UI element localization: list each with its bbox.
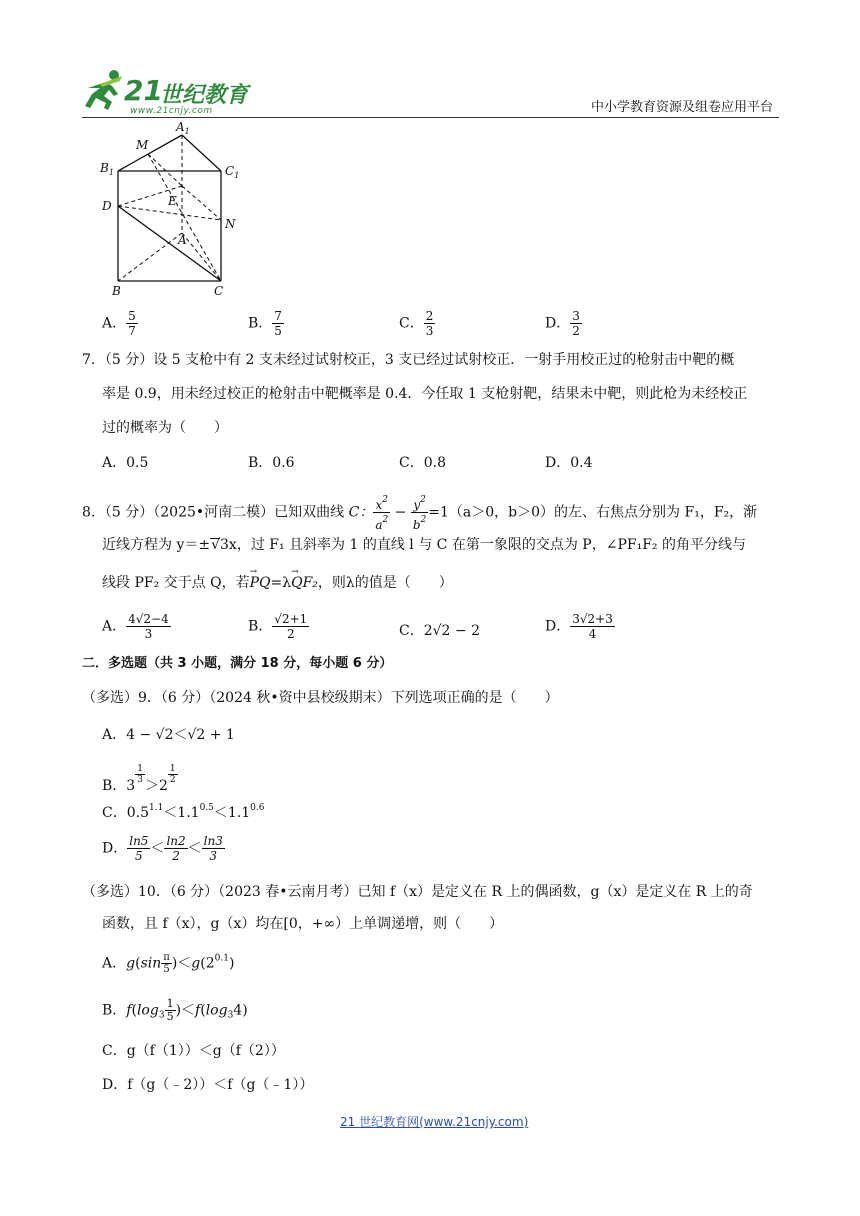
q8-line-1: 8．（5 分）（2025•河南二模）已知双曲线 C： $\frac{x^2}{a^2}$ − $\frac{y^2}{b^2}$ =1（a＞0，b＞0）的左、右焦点分别为 F₁，F₂，渐 (82, 495, 758, 532)
q10-option-b[interactable]: B．$f(\log_3$ $\frac{1}{5}$ )$<f(\log_34)$ (102, 997, 248, 1023)
q10-line-2: 函数，且 f（x），g（x）均在[0，+∞）上单调递增，则（ ） (102, 916, 504, 932)
svg-text:B1: $B_1$ (100, 161, 114, 177)
q7-option-c[interactable]: C．0.8 (399, 455, 446, 471)
q8-option-c[interactable]: C．2√2 − 2 (399, 623, 480, 639)
fraction: $\frac{7}{5}$ (274, 309, 282, 338)
prism-figure (98, 118, 258, 300)
runner-logo-icon (82, 68, 126, 112)
svg-text:A1: $A_1$ (176, 120, 190, 136)
svg-text:C1: $C_1$ (225, 164, 240, 180)
svg-text:D: D (102, 199, 112, 213)
platform-name: 中小学教育资源及组卷应用平台 (591, 100, 774, 115)
footer-link[interactable]: 21 世纪教育网(www.21cnjy.com) (340, 1115, 529, 1129)
logo (82, 68, 252, 116)
fraction: $\frac{5}{7}$ (128, 309, 136, 338)
q7-option-b[interactable]: B．0.6 (248, 455, 295, 471)
svg-text:N: N (225, 217, 236, 231)
q7-option-d[interactable]: D．0.4 (545, 455, 593, 471)
q6-option-b[interactable] (248, 309, 284, 338)
q8-line-3: 线段 PF₂ 交于点 Q，若→ PQ=λ→ QF₂，则λ的值是（ ） (102, 573, 453, 593)
q10-option-a[interactable]: A．g(sin $\frac{\pi}{5}$ )$<g(2^{0.1})$ (102, 952, 235, 975)
option-letter: D． (545, 315, 571, 332)
q9-stem: （多选）9．（6 分）（2024 秋•资中县校级期末）下列选项正确的是（ ） (82, 690, 559, 706)
logo-text: 世纪教育 (160, 83, 249, 108)
q7-line-3: 过的概率为（ ） (102, 420, 228, 436)
q8-option-a[interactable]: A． $\frac{4√2-4}{3}$ (102, 612, 169, 641)
q8-line-2: 近线方程为 y＝±√3x，过 F₁ 且斜率为 1 的直线 l 与 C 在第一象限的交点为 P，∠PF₁F₂ 的角平分线与 (102, 537, 746, 553)
q6-option-a[interactable] (102, 309, 138, 338)
logo-number: 21 (124, 74, 163, 107)
q9-option-d[interactable]: D． $\frac{\ln 5}{5}$ ＜ $\frac{\ln 2}{2}$ ＜ $\frac{\ln 3}{3}$ (102, 834, 223, 863)
fraction: $\frac{3}{2}$ (572, 309, 580, 338)
svg-text:B: B (112, 284, 121, 298)
q6-option-c[interactable] (399, 309, 435, 338)
q9-option-a[interactable]: A．4 − √2＜√2 + 1 (102, 727, 235, 743)
sqrt-symbol: √ (211, 537, 221, 553)
q8-option-b[interactable]: B． $\frac{√2+1}{2}$ (248, 612, 308, 641)
q9-option-b[interactable]: B．3 $\frac{1}{3}$ ＞2 $\frac{1}{2}$ (102, 764, 176, 794)
q6-option-d[interactable] (545, 309, 582, 338)
q10-option-c[interactable]: C．g（f（1））＜g（f（2）） (102, 1043, 285, 1059)
q7-line-2: 率是 0.9，用未经过校正的枪射击中靶概率是 0.4．今任取 1 支枪射靶，结果未中靶，则此枪为未经校正 (102, 386, 748, 402)
fraction: $\frac{2}{3}$ (425, 309, 434, 338)
svg-text:M: M (136, 138, 149, 152)
logo-url: www.21cnjy.com (130, 106, 213, 116)
section-2-title: 二．多选题（共 3 小题，满分 18 分，每小题 6 分） (82, 656, 393, 671)
q7-line-1: 7．（5 分）设 5 支枪中有 2 支未经过试射校正，3 支已经过试射校正．一射手用校正过的枪射击中靶的概 (82, 352, 735, 368)
q7-option-a[interactable]: A．0.5 (102, 455, 149, 471)
q9-option-c[interactable]: C．$0.5^{1.1}<1.1^{0.5}<1.1^{0.6}$ (102, 803, 265, 821)
option-letter: B． (248, 315, 273, 332)
svg-text:C: C (214, 284, 224, 298)
y2-over-b2: $\frac{y^2}{b^2}$ (412, 495, 427, 532)
q10-line-1: （多选）10．（6 分）（2023 春•云南月考）已知 f（x）是定义在 R 上的偶函数，g（x）是定义在 R 上的奇 (82, 884, 753, 900)
x2-over-a2: $\frac{x^2}{a^2}$ (375, 495, 389, 532)
option-letter: C． (399, 315, 424, 332)
option-letter: A． (102, 315, 127, 332)
svg-text:A: A (178, 233, 187, 247)
q8-option-d[interactable]: D． $\frac{3√2+3}{4}$ (545, 612, 613, 641)
q10-option-d[interactable]: D．f（g（﹣2））＜f（g（﹣1）） (102, 1077, 314, 1093)
svg-text:E: E (168, 194, 177, 208)
